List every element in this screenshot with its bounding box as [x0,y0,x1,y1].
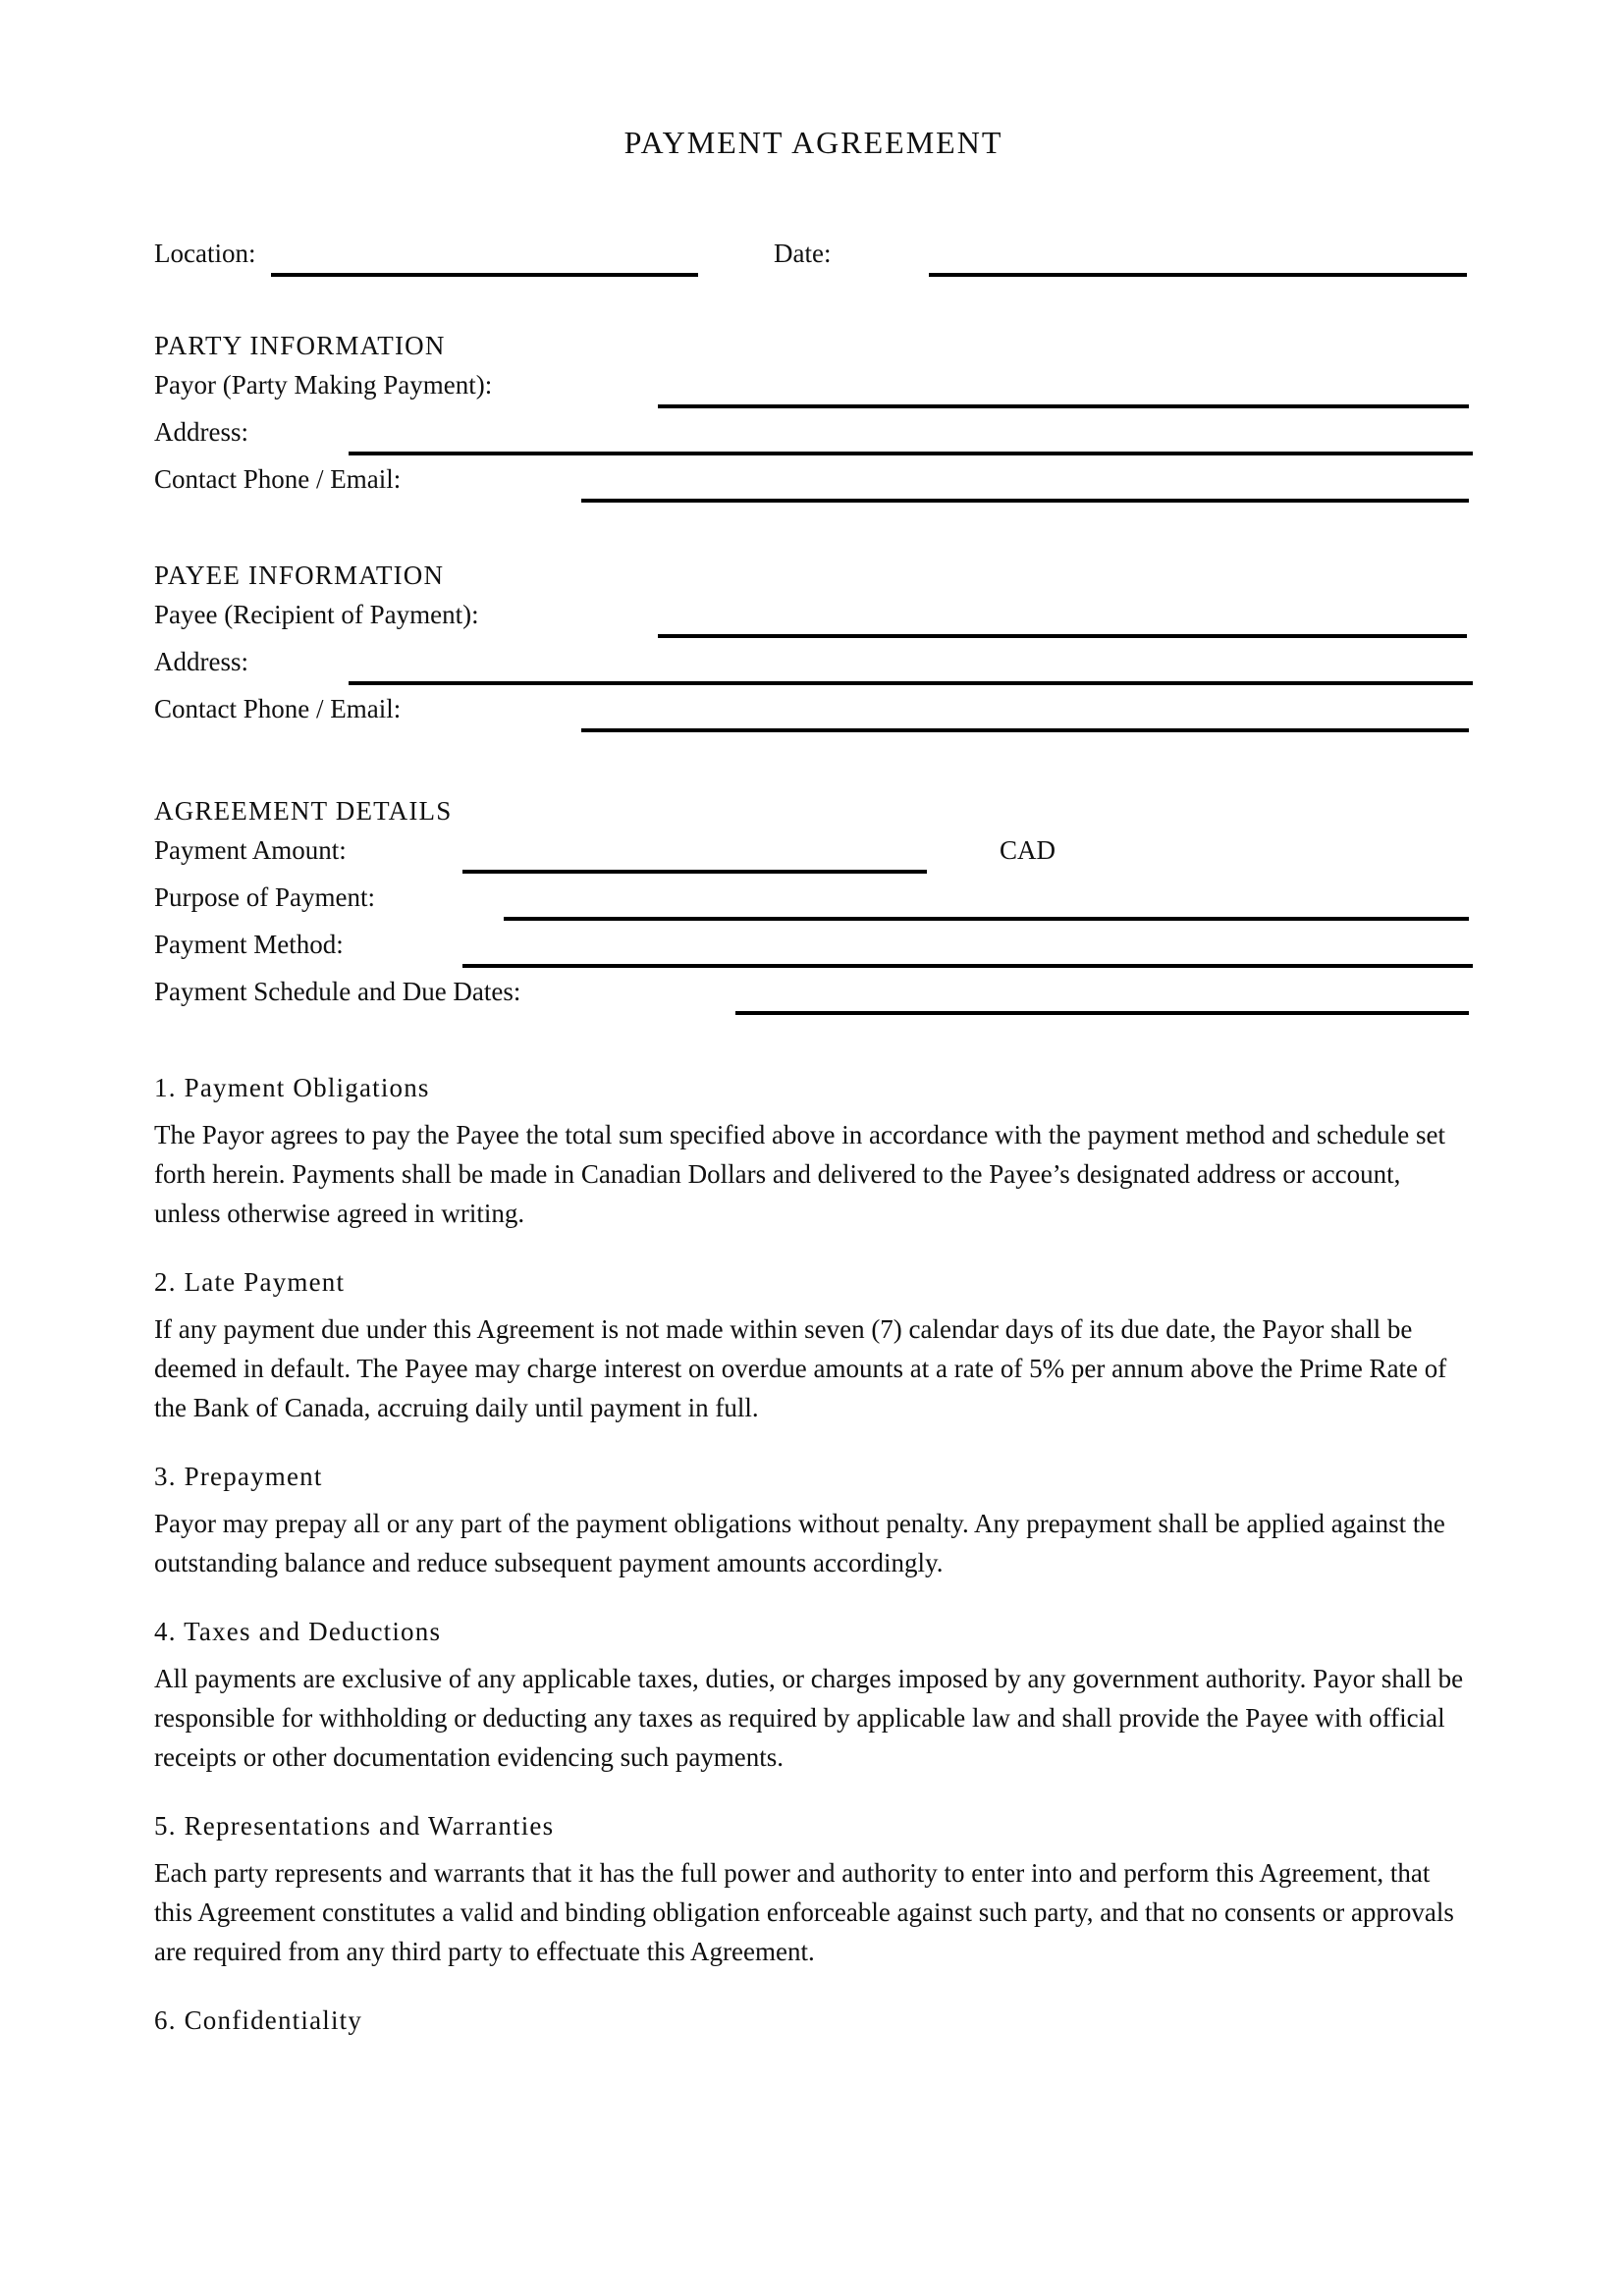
party-address-label: Address: [154,417,248,447]
document-title: PAYMENT AGREEMENT [623,125,1003,160]
clause-4-heading: 4. Taxes and Deductions [154,1617,442,1646]
agreement-details-heading: AGREEMENT DETAILS [154,796,453,826]
payor-field-row [154,365,1473,412]
payee-information-heading: PAYEE INFORMATION [154,561,445,590]
payor-blank-line [658,404,1469,408]
clause-late-payment [154,1262,1473,1427]
clause-confidentiality [154,2001,1473,2040]
payee-contact-field-row [154,689,1473,736]
party-contact-label: Contact Phone / Email: [154,464,402,494]
party-contact-blank-line [581,499,1469,503]
payee-field-row [154,595,1473,642]
payee-address-field-row [154,642,1473,689]
clause-5-body: Each party represents and warrants that it has the full power and authority to enter into and perform this Agreement, that this Agreement constitutes a valid and binding obligation enforceable against such party, and that no consents or approvals are required from any third party to effectuate this Agreement. [154,1858,1454,1966]
payment-method-blank-line [462,964,1473,968]
payment-schedule-label: Payment Schedule and Due Dates: [154,977,521,1006]
party-information-heading: PARTY INFORMATION [154,331,446,360]
purpose-blank-line [504,917,1469,921]
currency-label: CAD [1000,835,1056,865]
payment-method-label: Payment Method: [154,930,344,959]
date-blank-line [929,273,1467,277]
date-label: Date: [774,239,832,268]
party-address-field-row [154,412,1473,459]
clause-6-heading: 6. Confidentiality [154,2005,363,2035]
clause-2-body: If any payment due under this Agreement is not made within seven (7) calendar days of its due date, the Payor shall be deemed in default. The Payee may charge interest on overdue amounts at a rate of 5% per annum above the Prime Rate of the Bank of Canada, accruing daily until payment in full. [154,1314,1447,1422]
clause-1-heading: 1. Payment Obligations [154,1073,430,1102]
payee-blank-line [658,634,1467,638]
clause-representations-warranties [154,1806,1473,1971]
clause-2-heading: 2. Late Payment [154,1267,346,1297]
party-address-blank-line [349,452,1473,455]
clause-4-body: All payments are exclusive of any applicable taxes, duties, or charges imposed by any government authority. Payor shall be responsible for withholding or deducting any taxes as required by applicable law and shall provide the Payee with official receipts or other documentation evidencing such payments. [154,1664,1464,1772]
payee-address-blank-line [349,681,1473,685]
payment-amount-label: Payment Amount: [154,835,347,865]
clause-1-body: The Payor agrees to pay the Payee the total sum specified above in accordance with the payment method and schedule set forth herein. Payments shall be made in Canadian Dollars and delivered to the Payee’s designated address or account, unless otherwise agreed in writing. [154,1120,1446,1228]
purpose-label: Purpose of Payment: [154,882,375,912]
clause-3-body: Payor may prepay all or any part of the payment obligations without penalty. Any prepayment shall be applied against the outstanding balance and reduce subsequent payment amounts accordingly. [154,1509,1445,1577]
payor-label: Payor (Party Making Payment): [154,370,493,400]
header-fields-row [154,234,1473,281]
payment-amount-field-row [154,830,1473,878]
clause-payment-obligations [154,1068,1473,1233]
payee-label: Payee (Recipient of Payment): [154,600,479,629]
purpose-field-row [154,878,1473,925]
clause-taxes-deductions [154,1612,1473,1777]
payment-schedule-blank-line [735,1011,1469,1015]
payee-address-label: Address: [154,647,248,676]
clause-prepayment [154,1457,1473,1582]
clause-3-heading: 3. Prepayment [154,1462,323,1491]
payment-amount-blank-line [462,870,927,874]
payee-contact-blank-line [581,728,1469,732]
party-contact-field-row [154,459,1473,507]
location-blank-line [271,273,698,277]
location-label: Location: [154,239,256,268]
payment-schedule-field-row [154,972,1473,1019]
clause-5-heading: 5. Representations and Warranties [154,1811,555,1841]
payee-contact-label: Contact Phone / Email: [154,694,402,723]
payment-method-field-row [154,925,1473,972]
